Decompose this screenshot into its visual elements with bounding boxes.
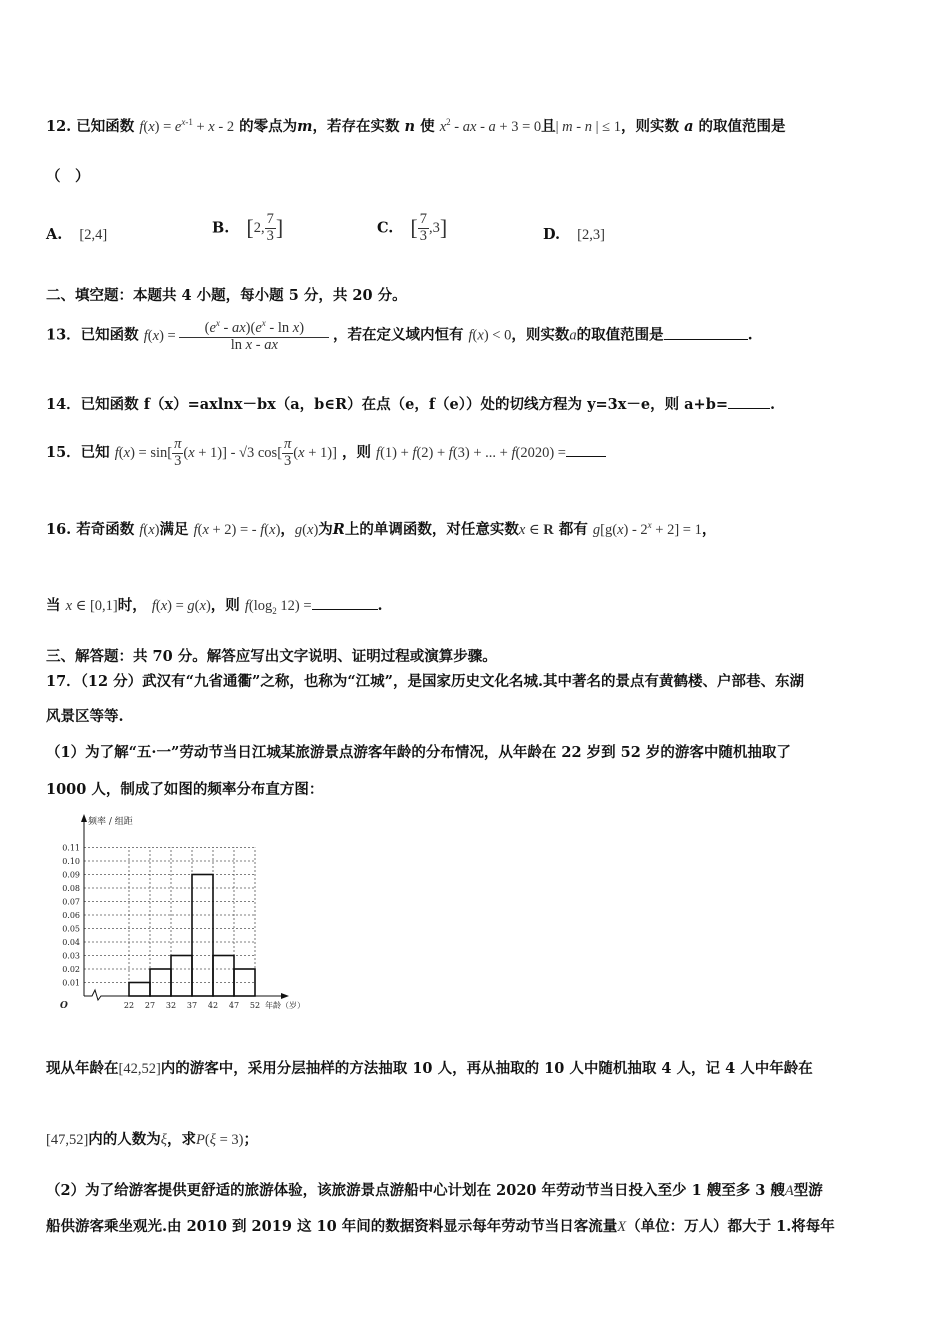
q17-xi: ξ xyxy=(160,1132,168,1148)
histogram-bar-[42,47) xyxy=(213,956,234,997)
q12-text-4: 且 xyxy=(541,118,556,135)
q12-text-2: ，若存在实数 xyxy=(312,118,400,135)
q17-part1-line-2: 1000 人，制成了如图的频率分布直方图： xyxy=(46,781,324,798)
question-14 xyxy=(46,393,775,414)
q17-part2-text-2-end: （单位：万人）都大于 1.将每年 xyxy=(626,1218,835,1235)
q16-R: R xyxy=(332,521,345,538)
question-12 xyxy=(46,115,786,136)
q16-cond1: f(x + 2) = - f(x) xyxy=(193,522,281,538)
y-tick-label: 0.11 xyxy=(62,843,80,853)
histogram-bar-[32,37) xyxy=(171,956,192,997)
q15-answer-blank[interactable] xyxy=(566,456,606,457)
origin-label: O xyxy=(60,1001,68,1011)
q13-inequality: f(x) < 0 xyxy=(468,327,512,344)
q17-line-2: 风景区等等. xyxy=(46,708,124,725)
histogram-bar-[37,42) xyxy=(192,875,213,997)
q12-var-n: n xyxy=(404,118,416,135)
question-16-line-2 xyxy=(46,594,383,616)
q12-text-3: 使 xyxy=(420,118,435,135)
q15-text: ，则 xyxy=(341,443,371,461)
q12-condition: | m - n | ≤ 1 xyxy=(555,119,621,135)
y-tick-label: 0.01 xyxy=(62,978,80,988)
q16-cond3: f(x) = g(x) xyxy=(151,598,211,614)
q15-function: f(x) = sin[ $\frac{\pi}{3}$ (x + 1)] - √3 cos[ $\frac{\pi}{3}$ (x + 1)] xyxy=(114,436,337,469)
q17-interval-47-52: [47,52] xyxy=(46,1132,89,1148)
q17-line-1: 17．（12 分）武汉有“九省通衢”之称，也称为“江城”，是国家历史文化名城.其中著名的景点有黄鹤楼、户部巷、东湖 xyxy=(46,673,805,690)
q17-after1-suffix: 内的游客中，采用分层抽样的方法抽取 10 人，再从抽取的 10 人中随机抽取 4 人，记 4 人中年龄在 xyxy=(160,1060,813,1077)
q17-after-chart-line-2 xyxy=(46,1128,258,1149)
q17-after1-prefix: 现从年龄在 xyxy=(46,1060,119,1077)
q13-var-a: a xyxy=(569,327,577,344)
q12-prefix: 12. 已知函数 xyxy=(46,118,135,135)
q13-suffix: 的取值范围是 xyxy=(576,326,664,344)
q13-answer-blank[interactable] xyxy=(664,339,748,340)
q17-after2-mid2: ，求 xyxy=(167,1131,197,1148)
q12-text-5: ，则实数 xyxy=(621,118,679,135)
q13-text-1: ，若在定义域内恒有 xyxy=(332,326,464,344)
q15-prefix: 15．已知 xyxy=(46,443,110,461)
option-label: B. xyxy=(212,219,230,237)
q17-var-X: X xyxy=(617,1219,627,1235)
q16-g: g(x) xyxy=(294,522,319,538)
q12-suffix: 的取值范围是 xyxy=(698,118,786,135)
q17-part2-text-2: 船供游客乘坐观光.由 2010 到 2019 这 10 年间的数据资料显示每年劳动节当日客流量 xyxy=(46,1218,618,1235)
q17-part1-line-1: （1）为了解“五·一”劳动节当日江城某旅游景点游客年龄的分布情况，从年龄在 22 岁到 52 岁的游客中随机抽取了 xyxy=(46,744,791,761)
question-13 xyxy=(46,319,753,354)
q12-equation: $x^2$ - ax - a + 3 = 0 xyxy=(439,117,542,135)
q12-option-b[interactable] xyxy=(212,212,283,245)
q13-function: f(x) = $\frac{(e^x - ax)(e^x - \ln x)}{\text{ln x - ax}}$ xyxy=(144,328,333,344)
x-tick-label: 32 xyxy=(165,1001,177,1010)
q12-var-a: a xyxy=(684,118,694,135)
q16-text-6: ，则 xyxy=(210,597,240,614)
q17-after2-end: ； xyxy=(243,1131,258,1148)
q16-target: $f(\log_2$ 12) = xyxy=(244,598,312,616)
q16-line2-prefix: 当 xyxy=(46,597,61,614)
q16-text-4: 都有 xyxy=(558,521,588,538)
q17-after-chart-line-1 xyxy=(46,1057,813,1078)
q17-part2-line-2 xyxy=(46,1215,835,1236)
option-d-value: [2,3] xyxy=(577,227,605,243)
q12-option-d[interactable] xyxy=(543,226,605,244)
option-a-value: [2,4] xyxy=(79,227,108,243)
y-tick-label: 0.09 xyxy=(62,870,80,880)
q13-prefix: 13．已知函数 xyxy=(46,326,139,344)
q13-text-2: ，则实数 xyxy=(511,326,570,344)
x-tick-label: 37 xyxy=(186,1001,198,1010)
option-label: A. xyxy=(46,226,63,243)
q16-answer-blank[interactable] xyxy=(312,609,378,610)
x-axis-label: 年龄（岁） xyxy=(265,1001,305,1010)
q12-function: $f(x) = e^{x-1} + x - 2$ xyxy=(139,117,235,135)
x-tick-label: 47 xyxy=(228,1001,240,1010)
frequency-histogram xyxy=(48,812,338,1027)
q16-end-1: ， xyxy=(701,521,717,538)
q16-comma: ， xyxy=(280,521,295,538)
y-tick-label: 0.08 xyxy=(62,884,80,893)
q13-end: . xyxy=(747,326,753,344)
x-tick-label: 27 xyxy=(144,1001,156,1010)
option-b-value: [2, $\frac{7}{3}$ ] xyxy=(246,211,284,244)
option-label: C. xyxy=(377,219,394,237)
q17-part2-line-1 xyxy=(46,1179,823,1200)
q14-end: . xyxy=(770,396,776,413)
q12-text-1: 的零点为 xyxy=(239,118,298,135)
q16-interval: x ∈ [0,1] xyxy=(65,598,118,614)
q16-cond2: $g[g(x) - 2^x + 2] = 1$ xyxy=(592,520,702,538)
q16-end-2: . xyxy=(377,597,383,614)
q16-f: f(x) xyxy=(139,522,160,538)
q16-text-2: 为 xyxy=(318,521,333,538)
y-tick-label: 0.07 xyxy=(62,897,80,907)
q12-answer-paren: （ ） xyxy=(46,168,90,185)
q16-x-in-R: x ∈ R xyxy=(518,522,554,538)
question-16-line-1 xyxy=(46,518,716,539)
x-tick-label: 42 xyxy=(207,1001,219,1010)
y-tick-label: 0.02 xyxy=(62,965,80,974)
y-axis-label: 频率 / 组距 xyxy=(88,817,133,827)
q17-part2-text-1-end: 型游 xyxy=(793,1182,823,1199)
x-tick-label: 52 xyxy=(249,1001,261,1010)
q16-text-5: 时， xyxy=(117,597,147,614)
q16-prefix: 16. 若奇函数 xyxy=(46,521,135,538)
y-tick-label: 0.03 xyxy=(62,951,80,961)
y-tick-label: 0.05 xyxy=(62,924,80,934)
q17-interval-42-52: [42,52] xyxy=(118,1061,161,1077)
q12-option-c[interactable] xyxy=(377,212,447,245)
q17-after2-mid: 内的人数为 xyxy=(88,1131,161,1148)
q17-part2-text-1: （2）为了给游客提供更舒适的旅游体验，该旅游景点游船中心计划在 2020 年劳动节当日投入至少 1 艘至多 3 艘 xyxy=(46,1182,785,1199)
option-label: D. xyxy=(543,226,561,243)
q16-text-3: 上的单调函数，对任意实数 xyxy=(344,521,519,538)
section-3-heading: 三、解答题：共 70 分。解答应写出文字说明、证明过程或演算步骤。 xyxy=(46,648,497,665)
q16-text-1: 满足 xyxy=(159,521,189,538)
question-15 xyxy=(46,437,606,470)
q14-answer-blank[interactable] xyxy=(728,408,770,409)
section-2-heading: 二、填空题：本题共 4 小题，每小题 5 分，共 20 分。 xyxy=(46,287,407,304)
q17-probability: P(ξ = 3) xyxy=(196,1132,244,1148)
histogram-bar-[22,27) xyxy=(129,983,150,997)
y-tick-label: 0.10 xyxy=(62,857,80,866)
y-axis-arrow xyxy=(81,814,87,822)
q17-var-A: A xyxy=(784,1183,794,1199)
option-c-value: [ $\frac{7}{3}$ ,3] xyxy=(410,211,448,244)
y-tick-label: 0.06 xyxy=(62,911,80,920)
q12-option-a[interactable] xyxy=(46,226,107,244)
y-tick-label: 0.04 xyxy=(62,938,80,947)
x-axis-arrow xyxy=(281,993,289,999)
q15-sum: f(1) + f(2) + f(3) + ... + f(2020) = xyxy=(376,444,566,461)
q12-var-m: m xyxy=(297,118,313,135)
x-tick-label: 22 xyxy=(123,1001,135,1010)
q14-text: 14．已知函数 f（x）=axlnx－bx（a，b∈R）在点（e，f（e））处的切线方程为 y=3x－e，则 a+b= xyxy=(46,396,728,413)
